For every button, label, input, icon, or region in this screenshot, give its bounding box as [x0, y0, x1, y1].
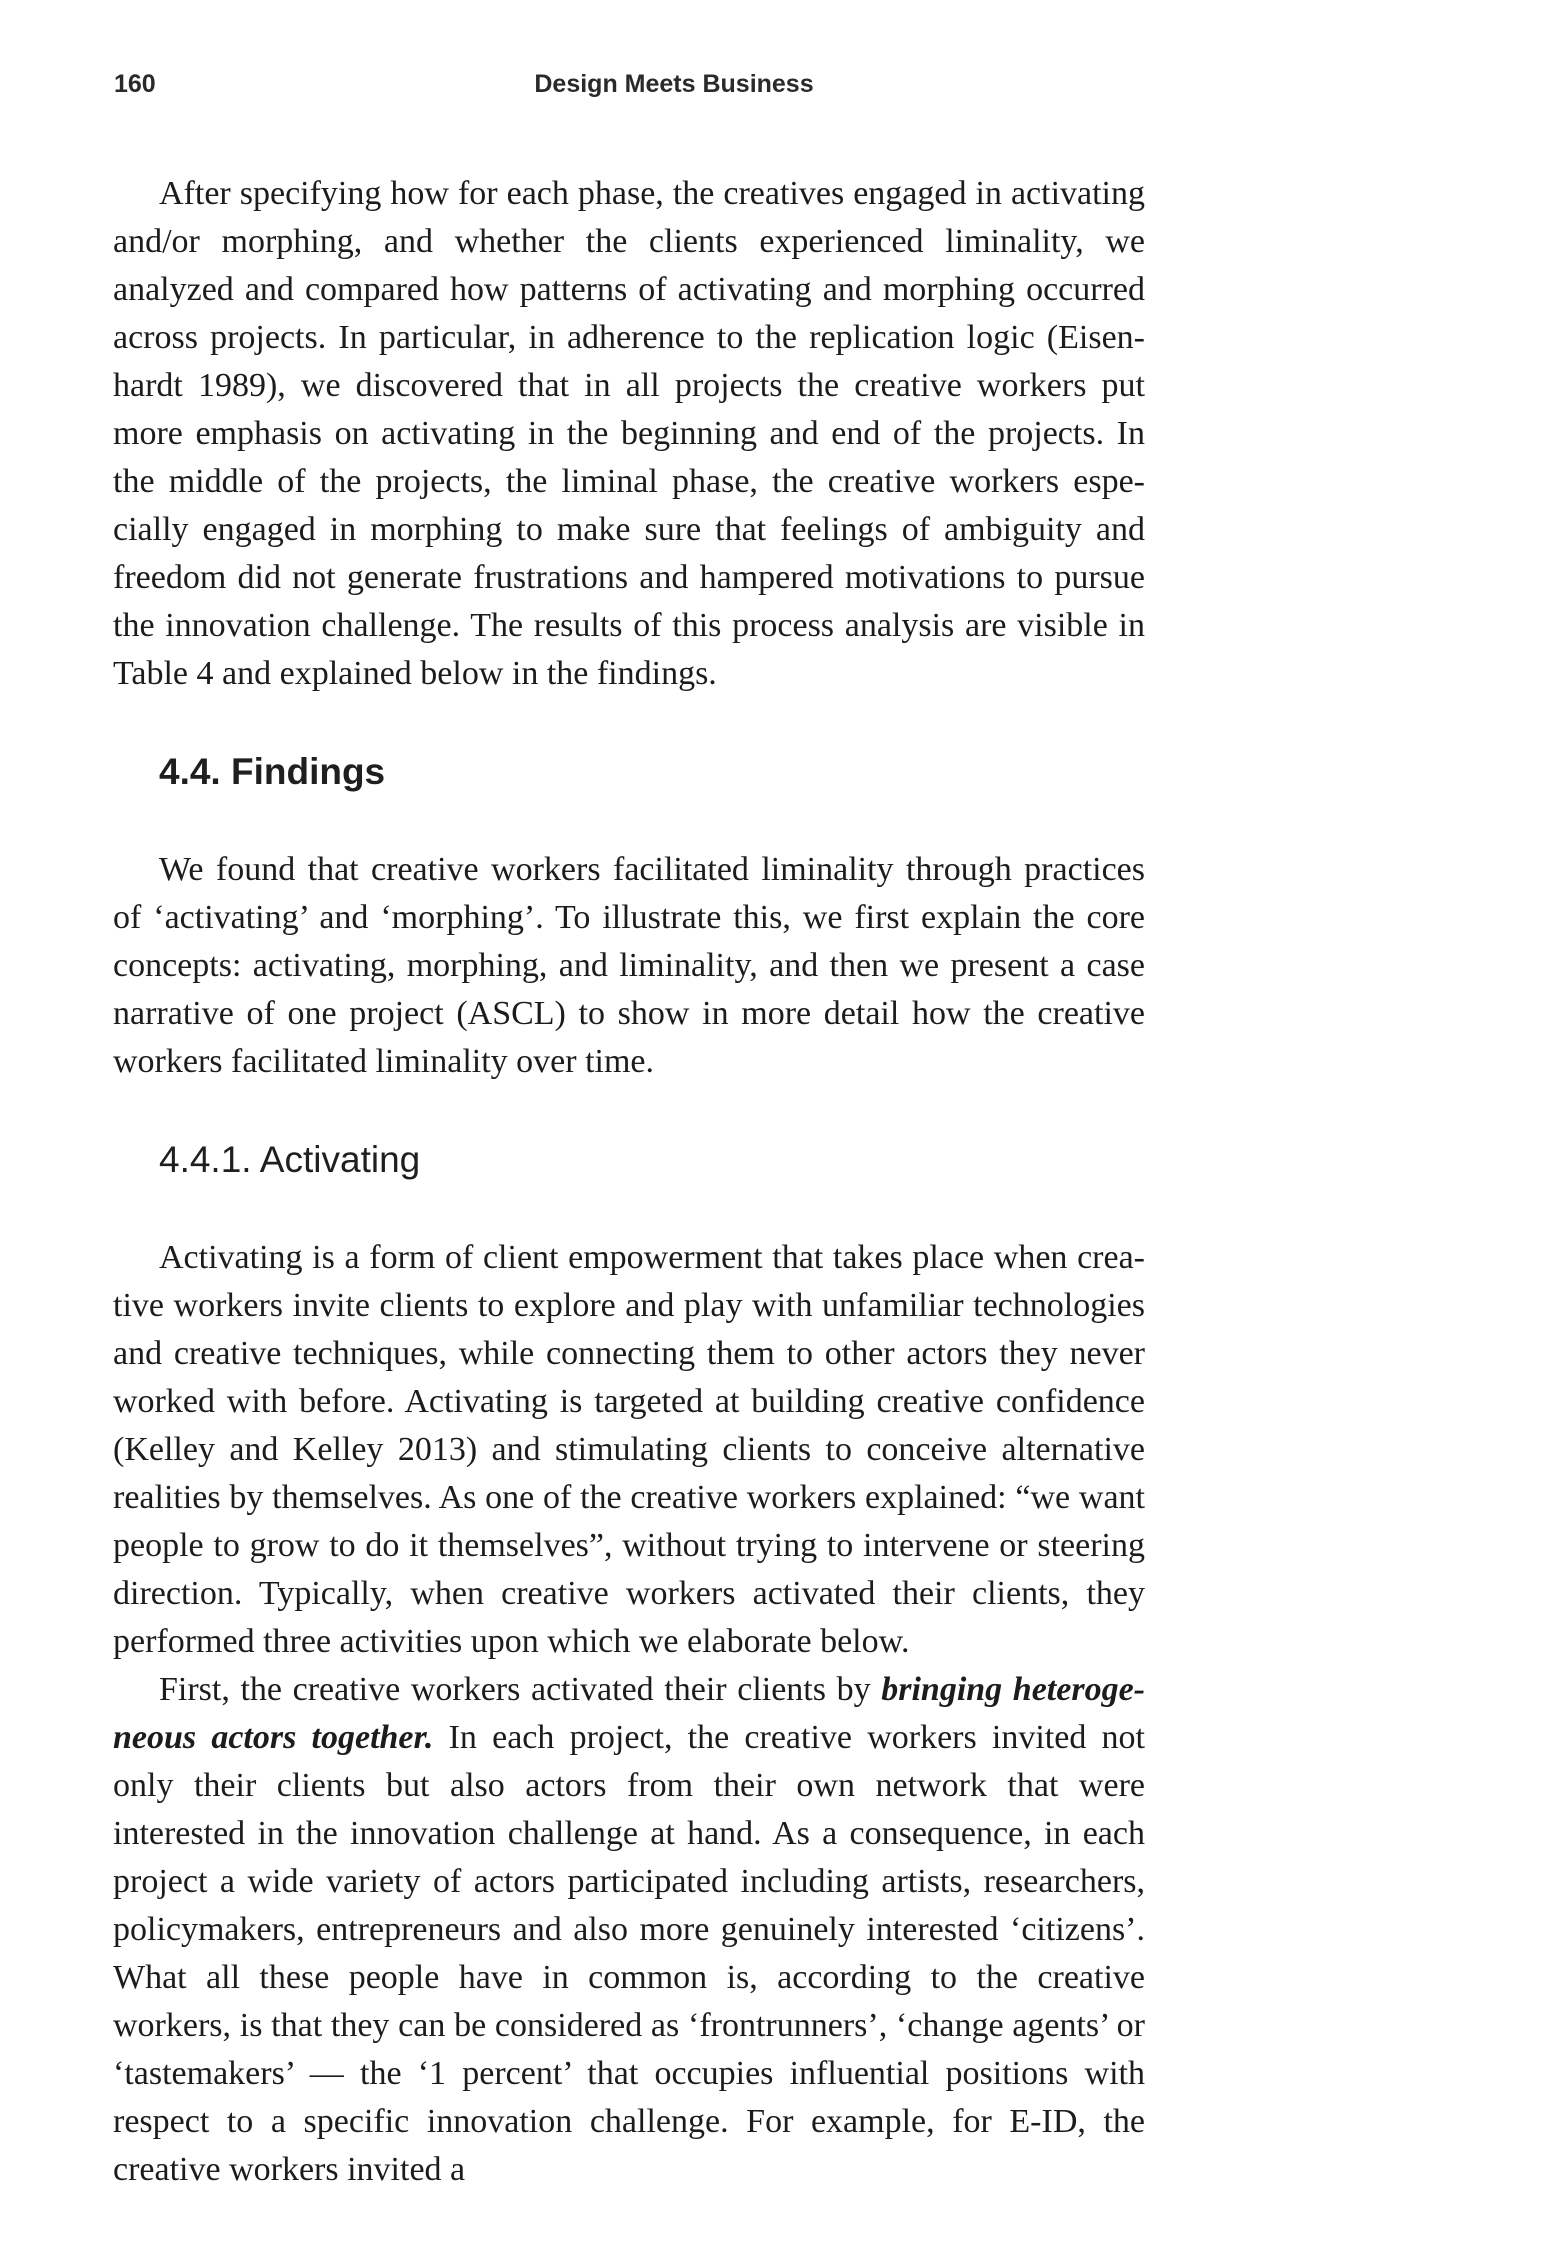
paragraph-continuation-text: In each project, the creative workers invited not only their clients but also actors from their own network that were interested in the innovation challenge at hand. As a consequence, in each project a wide variety of actors participated including artists, researchers, policymakers, entrepreneurs and also more genuinely interested ‘citizens’. What all these people have in common is, according to the creative workers, is that they can be considered as ‘frontrunners’, ‘change agents’ or ‘tastemakers’ — the ‘1 percent’ that occupies influential positions with respect to a specific innovation challenge. For example, for E-ID, the creative workers invited a [113, 1719, 1145, 2188]
body-paragraph: We found that creative workers facilitated liminality through practices of ‘activating’ and ‘morphing’. To illustrate this, we first explain the core concepts: activating, morphing, and liminality, and then we present a case narrative of one project (ASCL) to show in more detail how the creative workers facilitated liminality over time. [113, 851, 1145, 1080]
emphasized-phrase: bringing heterogeneous actors together. [113, 1671, 1145, 1756]
paragraph-lead-text: First, the creative workers activated their clients by [159, 1671, 882, 1708]
running-title: Design Meets Business [534, 70, 814, 98]
page-number: 160 [114, 70, 156, 98]
section-heading: 4.4. Findings [159, 751, 386, 792]
running-head [114, 70, 1144, 104]
body-paragraph: After specifying how for each phase, the creatives engaged in activating and/or morphing, and whether the clients experienced liminality, we analyzed and compared how patterns of activating and morphing occurred across projects. In particular, in adherence to the replication logic (Eisenhardt 1989), we discovered that in all projects the creative workers put more emphasis on activating in the beginning and end of the projects. In the middle of the projects, the liminal phase, the creative workers especially engaged in morphing to make sure that feelings of ambiguity and freedom did not generate frustrations and hampered motivations to pursue the innovation challenge. The results of this process analysis are visible in Table 4 and explained below in the findings. [113, 175, 1145, 692]
page-body [113, 170, 1145, 2194]
subsection-heading: 4.4.1. Activating [159, 1139, 421, 1180]
body-paragraph [113, 1666, 1145, 2194]
body-paragraph: Activating is a form of client empowerment that takes place when creative workers invite clients to explore and play with unfamiliar technologies and creative techniques, while connecting them to other actors they never worked with before. Activating is targeted at building creative confidence (Kelley and Kelley 2013) and stimulating clients to conceive alternative realities by themselves. As one of the creative workers explained: “we want people to grow to do it themselves”, without trying to intervene or steering direction. Typically, when creative workers activated their clients, they performed three activities upon which we elaborate below. [113, 1239, 1145, 1660]
